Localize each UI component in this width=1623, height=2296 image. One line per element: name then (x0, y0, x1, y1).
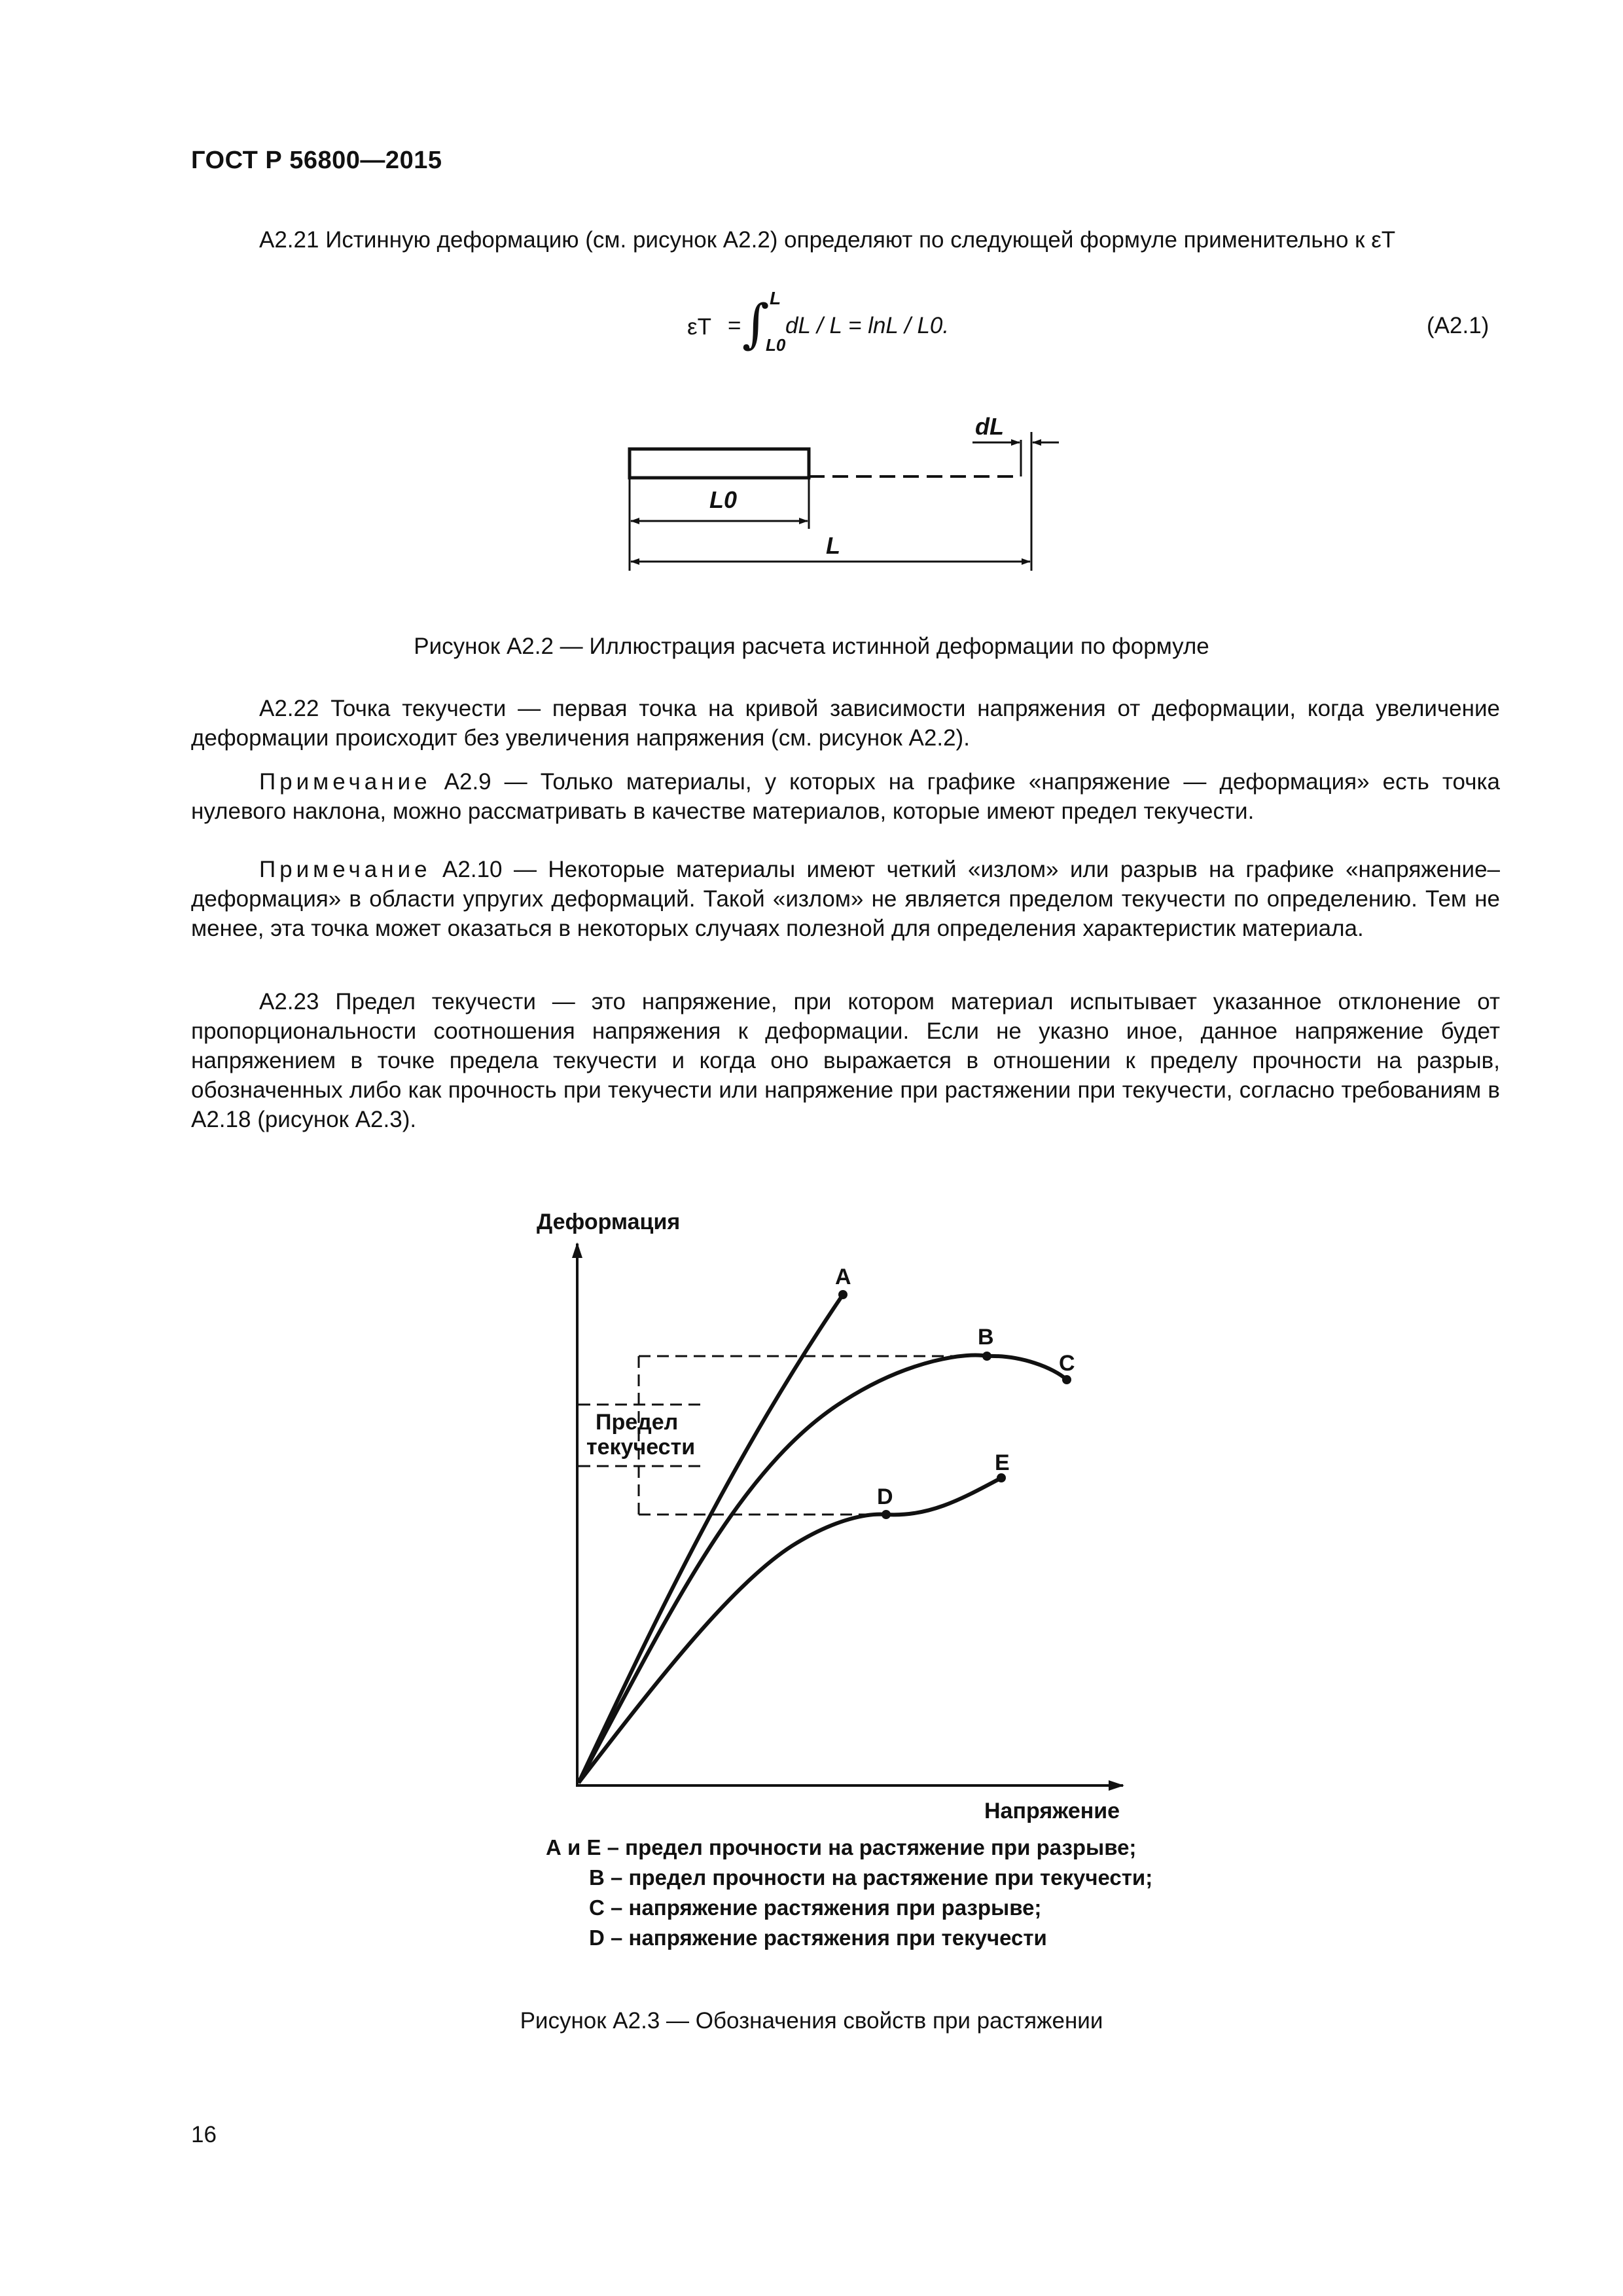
paragraph-a2-22: A2.22 Точка текучести — первая точка на кривой зависимости напряжения от деформации, когда увеличение деформации происходит без увеличения напряжения (см. рисунок А2.2). (191, 696, 1500, 751)
figure-a2-3-caption: Рисунок А2.3 — Обозначения свойств при растяжении (520, 2008, 1103, 2034)
legend-line-2: В – предел прочности на растяжение при текучести; (589, 1865, 1153, 1890)
figure-a2-2-caption: Рисунок А2.2 — Иллюстрация расчета истинной деформации по формуле (414, 634, 1209, 659)
yield-label-line2: текучести (586, 1435, 696, 1460)
point-b (982, 1352, 991, 1361)
l-label: L (826, 532, 840, 559)
x-axis-label: Напряжение (984, 1799, 1120, 1823)
point-a (838, 1290, 847, 1299)
formula-body: dL / L = lnL / L0. (785, 313, 950, 338)
note-text: A2.9 — Только материалы, у которых на графике «напряжение — деформация» есть точка нулевого наклона, можно рассматривать в качестве материалов, которые имеют предел текучести. (191, 769, 1500, 824)
label-e: E (995, 1450, 1010, 1475)
integral-sign: ∫ (742, 293, 770, 354)
curve-de (579, 1478, 1001, 1783)
note-label: Примечание (259, 857, 431, 882)
integral-upper-limit: L (770, 288, 781, 308)
label-a: A (835, 1265, 851, 1289)
dl-label: dL (975, 413, 1004, 440)
y-axis-label: Деформация (537, 1210, 681, 1234)
document-header: ГОСТ Р 56800—2015 (191, 147, 442, 174)
integral-lower-limit: L0 (766, 335, 786, 355)
label-c: C (1059, 1351, 1075, 1376)
paragraph-a2-23: A2.23 Предел текучести — это напряжение, при котором материал испытывает указанное отклонение от пропорциональности соотношения напряжения к деформации. Если не указно иное, данное напряжение будет напряжением в точке предела текучести и когда оно выражается в отношении к пределу прочности на разрыв, обозначенных либо как прочность при текучести или напряжение при растяжении при текучести, согласно требованиям в A2.18 (рисунок А2.3). (191, 989, 1500, 1132)
point-d (882, 1510, 891, 1519)
label-d: D (877, 1484, 893, 1509)
legend-line-1: А и Е – предел прочности на растяжение при разрыве; (546, 1835, 1137, 1859)
paragraph-a2-21: A2.21 Истинную деформацию (см. рисунок А2.2) определяют по следующей формуле применительно к εT (259, 227, 1396, 253)
equation-number: (A2.1) (1427, 313, 1489, 338)
yield-label-line1: Предел (596, 1410, 679, 1435)
legend-line-3: С – напряжение растяжения при разрыве; (589, 1895, 1042, 1920)
l0-label: L0 (709, 486, 738, 513)
page-number: 16 (191, 2122, 217, 2147)
note-text: A2.10 — Некоторые материалы имеют четкий «излом» или разрыв на графике «напряжение–деформация» в области упругих деформаций. Такой «излом» не является пределом текучести по определению. Тем не менее, эта точка может оказаться в некоторых случаях полезной для определения характеристик материала. (191, 857, 1500, 941)
label-b: B (978, 1325, 994, 1350)
note-label: Примечание (259, 769, 431, 795)
point-c (1062, 1375, 1071, 1384)
formula-lhs: εT (687, 314, 711, 340)
legend-line-4: D – напряжение растяжения при текучести (589, 1926, 1047, 1950)
formula-equals: = (728, 313, 741, 338)
